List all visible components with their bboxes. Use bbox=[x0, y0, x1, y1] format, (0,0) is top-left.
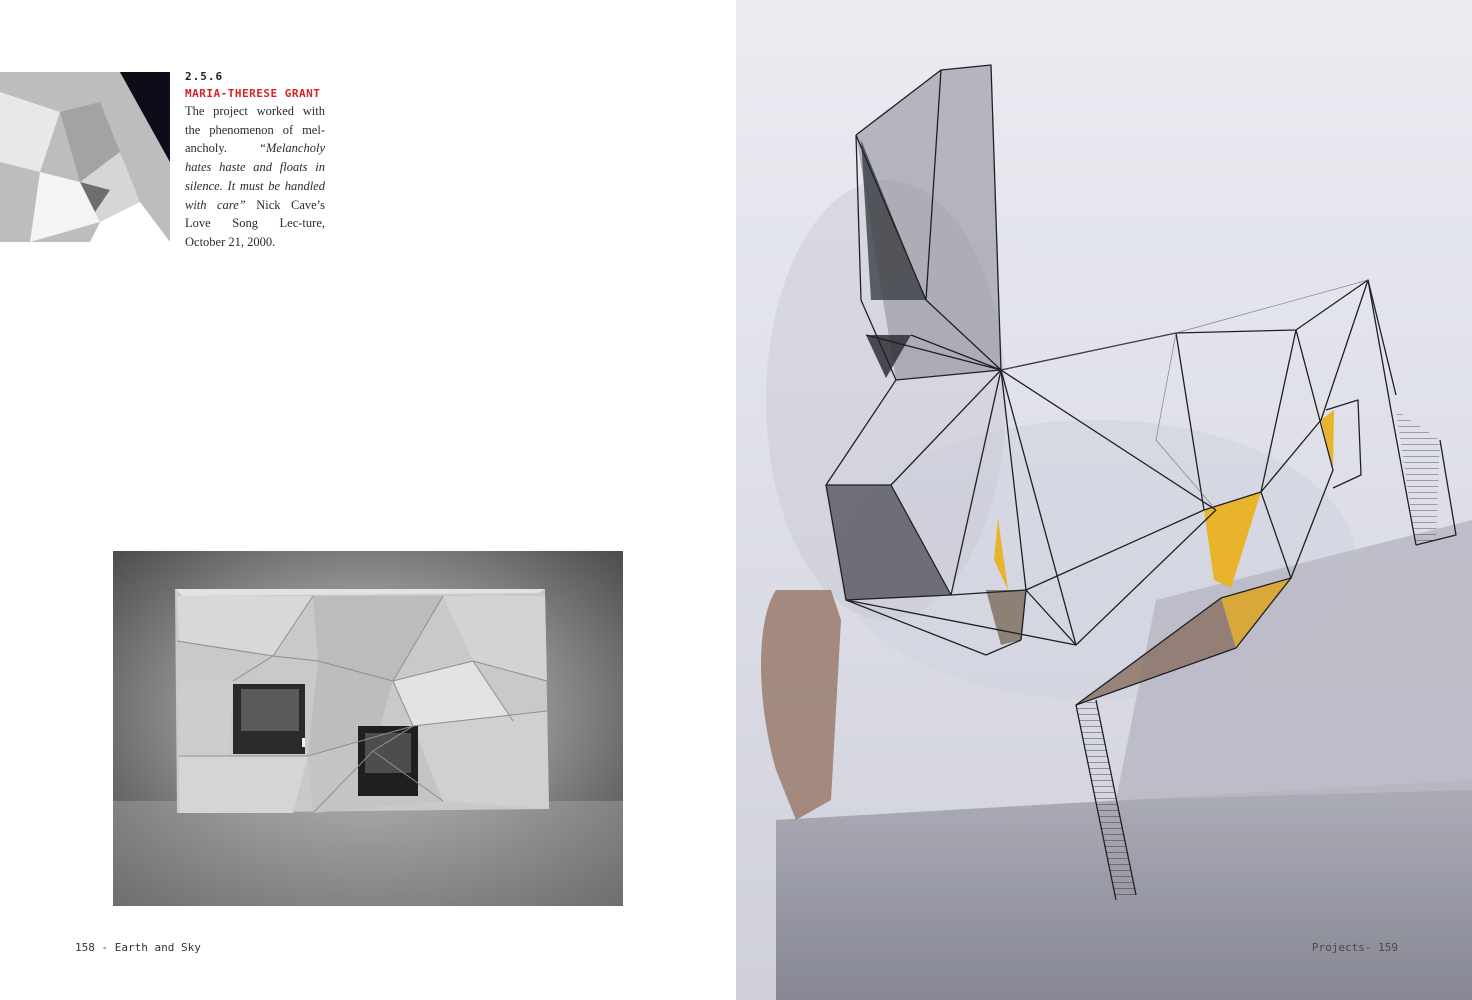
description-lead: The project worked with the phenomenon of mel-ancholy. bbox=[185, 104, 325, 156]
folded-paper-image bbox=[0, 72, 170, 242]
project-description bbox=[185, 102, 325, 252]
folded-paper-thumbnail bbox=[0, 72, 170, 242]
right-page bbox=[736, 0, 1472, 1000]
project-text-block bbox=[185, 70, 325, 252]
description-source: Nick Cave’s Love Song Lec-ture, October 21, 2000. bbox=[185, 197, 326, 249]
right-page-folio: Projects- 159 bbox=[1311, 941, 1398, 954]
section-number: 2.5.6 bbox=[185, 70, 224, 83]
left-page-folio: 158 - Earth and Sky bbox=[75, 941, 201, 954]
model-photograph bbox=[113, 551, 623, 906]
architectural-sketch bbox=[736, 0, 1472, 1000]
concrete-model-image bbox=[113, 551, 623, 906]
description-quote: “Melancholy hates haste and floats in silence. It must be handled with care” bbox=[185, 141, 325, 212]
author-name: MARIA-THERESE GRANT bbox=[185, 87, 321, 100]
